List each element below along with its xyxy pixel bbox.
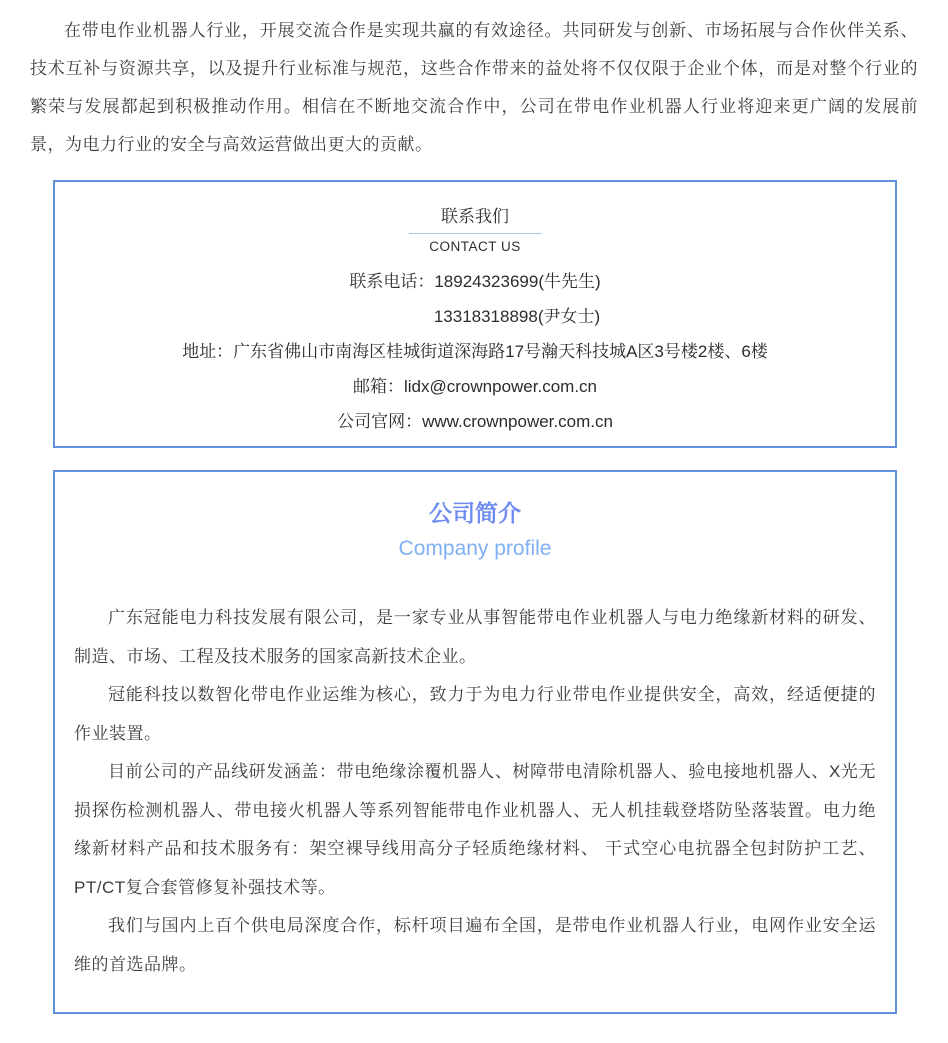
profile-paragraph-1: 广东冠能电力科技发展有限公司，是一家专业从事智能带电作业机器人与电力绝缘新材料的研发、制造、市场、工程及技术服务的国家高新技术企业。: [74, 608, 876, 666]
title-underline-divider: [409, 233, 542, 234]
contact-website-line: 公司官网：www.crownpower.com.cn: [337, 412, 613, 431]
contact-title-cn: 联系我们: [441, 207, 509, 226]
profile-paragraph-4: 我们与国内上百个供电局深度合作，标杆项目遍布全国，是带电作业机器人行业，电网作业安全运维的首选品牌。: [74, 916, 876, 974]
contact-phone-line-2: 13318318898(尹女士): [433, 307, 601, 326]
profile-paragraph-3: 目前公司的产品线研发涵盖：带电绝缘涂覆机器人、树障带电清除机器人、验电接地机器人、X光无损探伤检测机器人、带电接火机器人等系列智能带电作业机器人、无人机挂载登塔防坠落装置。电力绝缘新材料产品和技术服务有：架空裸导线用高分子轻质绝缘材料、 干式空心电抗器全包封防护工艺、PT/CT复合套管修复补强技术等。: [74, 762, 876, 897]
contact-phone-line-1: 联系电话：18924323699(牛先生): [349, 272, 601, 291]
contact-email-line: 邮箱：lidx@crownpower.com.cn: [353, 377, 597, 396]
contact-address-line: 地址：广东省佛山市南海区桂城街道深海路17号瀚天科技城A区3号楼2楼、6楼: [182, 342, 768, 361]
profile-body: [74, 599, 876, 984]
contact-panel: [53, 180, 897, 448]
profile-paragraph-2: 冠能科技以数智化带电作业运维为核心，致力于为电力行业带电作业提供安全，高效，经适便捷的作业装置。: [74, 685, 876, 743]
intro-paragraph: 在带电作业机器人行业，开展交流合作是实现共赢的有效途径。共同研发与创新、市场拓展与合作伙伴关系、技术互补与资源共享，以及提升行业标准与规范，这些合作带来的益处将不仅仅限于企业个体，而是对整个行业的繁荣与发展都起到积极推动作用。相信在不断地交流合作中，公司在带电作业机器人行业将迎来更广阔的发展前景，为电力行业的安全与高效运营做出更大的贡献。: [30, 21, 918, 154]
profile-title-cn: 公司简介: [429, 500, 521, 526]
contact-title-en: CONTACT US: [429, 239, 521, 254]
company-profile-panel: [53, 470, 897, 1014]
profile-title-en: Company profile: [398, 537, 552, 560]
